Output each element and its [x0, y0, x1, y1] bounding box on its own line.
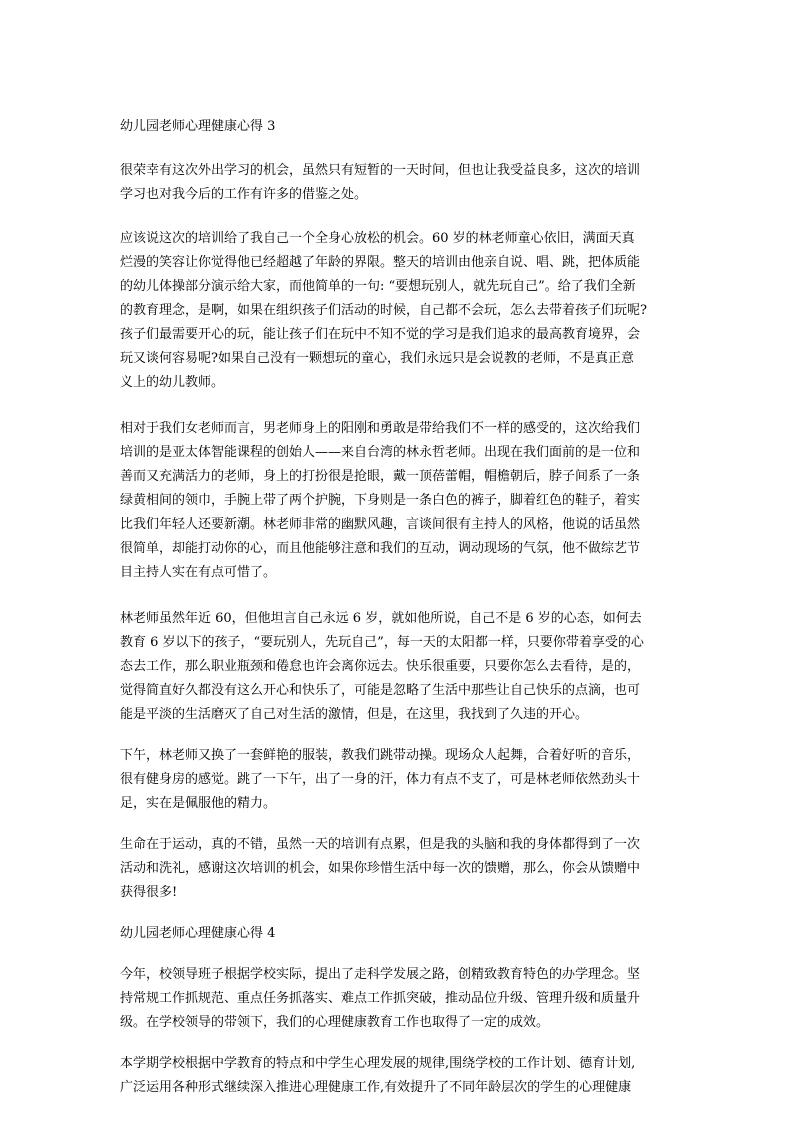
paragraph-line: 孩子们最需要开心的玩，能让孩子们在玩中不知不觉的学习是我们追求的最高教育境界，会 — [120, 327, 641, 342]
paragraph-line: 绿黄相间的领巾，手腕上带了两个护腕，下身则是一条白色的裤子，脚着红色的鞋子，着实 — [120, 493, 641, 508]
paragraph-line: 级。在学校领导的带领下，我们的心理健康教育工作也取得了一定的成效。 — [120, 1015, 550, 1030]
paragraph — [120, 963, 676, 1035]
document-page — [120, 115, 676, 1100]
paragraph-line: 很有健身房的感觉。跳了一下午，出了一身的汗，体力有点不支了，可是林老师依然劲头十 — [120, 772, 641, 787]
paragraph-line: 持常规工作抓规范、重点任务抓落实、难点工作抓突破，推动品位升级、管理升级和质量升 — [120, 991, 641, 1006]
paragraph-line: 足，实在是佩服他的精力。 — [120, 796, 277, 811]
paragraph-line: 生命在于运动，真的不错，虽然一天的培训有点累，但是我的头脑和我的身体都得到了一次 — [120, 837, 641, 852]
paragraph — [120, 607, 676, 727]
paragraph-line: 很荣幸有这次外出学习的机会，虽然只有短暂的一天时间，但也让我受益良多，这次的培训 — [120, 163, 641, 178]
paragraph-line: 下午，林老师又换了一套鲜艳的服装，教我们跳带动操。现场众人起舞，合着好听的音乐， — [120, 748, 641, 763]
paragraph-line: 学习也对我今后的工作有许多的借鉴之处。 — [120, 187, 368, 202]
paragraph — [120, 159, 676, 207]
paragraph — [120, 744, 676, 816]
paragraph-line: 广泛运用各种形式继续深入推进心理健康工作,有效提升了不同年龄层次的学生的心理健康 — [120, 1080, 632, 1095]
paragraph-line: 态去工作，那么职业瓶颈和倦怠也许会离你远去。快乐很重要，只要你怎么去看待，是的， — [120, 659, 641, 674]
paragraph-line: 林老师虽然年近 60，但他坦言自己永远 6 岁，就如他所说，自己不是 6 岁的心态，如何去 — [120, 611, 642, 626]
paragraph-line: 觉得简直好久都没有这么开心和快乐了，可能是忽略了生活中那些让自己快乐的点滴，也可 — [120, 683, 641, 698]
paragraph-line: 本学期学校根据中学教育的特点和中学生心理发展的规律,围绕学校的工作计划、德育计划, — [120, 1056, 636, 1071]
paragraph-line: 的幼儿体操部分演示给大家，而他简单的一句: “要想玩别人，就先玩自己”。给了我们全新 — [120, 279, 636, 294]
paragraph-line: 活动和洗礼，感谢这次培训的机会，如果你珍惜生活中每一次的馈赠，那么，你会从馈赠中 — [120, 861, 641, 876]
paragraph-line: 善而又充满活力的老师，身上的打扮很是抢眼，戴一顶蓓蕾帽，帽檐朝后，脖子间系了一条 — [120, 469, 641, 484]
paragraph-line: 很简单，却能打动你的心，而且他能够注意和我们的互动，调动现场的气氛，他不做综艺节 — [120, 541, 641, 556]
paragraph-line: 烂漫的笑容让你觉得他已经超越了年龄的界限。整天的培训由他亲自说、唱、跳，把体质能 — [120, 255, 641, 270]
paragraph-line: 今年，校领导班子根据学校实际，提出了走科学发展之路，创精致教育特色的办学理念。坚 — [120, 967, 641, 982]
paragraph-line: 相对于我们女老师而言，男老师身上的阳刚和勇敢是带给我们不一样的感受的，这次给我们 — [120, 421, 641, 436]
paragraph-line: 比我们年轻人还要新潮。林老师非常的幽默风趣，言谈间很有主持人的风格，他说的话虽然 — [120, 517, 641, 532]
paragraph-line: 玩又谈何容易呢?如果自己没有一颗想玩的童心，我们永远只是会说教的老师，不是真正意 — [120, 351, 634, 366]
paragraph-line: 应该说这次的培训给了我自己一个全身心放松的机会。60 岁的林老师童心依旧，满面天真 — [120, 231, 635, 246]
paragraph-line: 能是平淡的生活磨灭了自己对生活的激情，但是，在这里，我找到了久违的开心。 — [120, 707, 589, 722]
paragraph-line: 的教育理念，是啊，如果在组织孩子们活动的时候，自己都不会玩，怎么去带着孩子们玩呢? — [120, 303, 647, 318]
paragraph — [120, 1052, 676, 1100]
paragraph — [120, 417, 676, 585]
paragraph-line: 教育 6 岁以下的孩子，“要玩别人，先玩自己”，每一天的太阳都一样，只要你带着享受的心 — [120, 635, 644, 650]
paragraph-line: 培训的是亚太体智能课程的创始人——来自台湾的林永哲老师。出现在我们面前的是一位和 — [120, 445, 641, 460]
section-heading: 幼儿园老师心理健康心得 3 — [120, 119, 276, 134]
paragraph — [120, 833, 676, 905]
paragraph — [120, 227, 676, 395]
paragraph-line: 目主持人实在有点可惜了。 — [120, 565, 277, 580]
paragraph-line: 义上的幼儿教师。 — [120, 375, 225, 390]
paragraph-line: 获得很多! — [120, 885, 178, 900]
section-heading: 幼儿园老师心理健康心得 4 — [120, 926, 276, 941]
